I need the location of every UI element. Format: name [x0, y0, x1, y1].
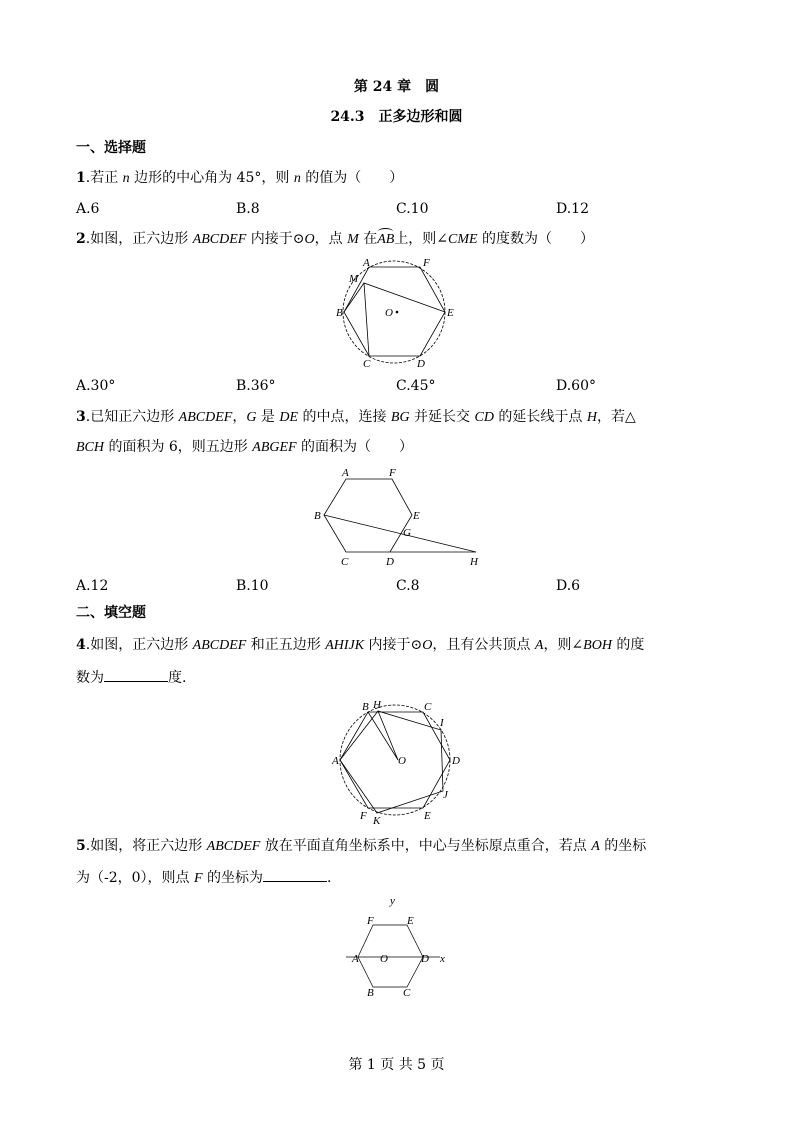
q3-option-b[interactable]: B.10 — [236, 578, 269, 594]
text: 并延长交 — [409, 409, 475, 425]
label-g: G — [403, 527, 411, 539]
var: A — [591, 839, 600, 854]
var: ABCDEF — [192, 638, 247, 653]
text: 数为 — [76, 670, 104, 686]
label-o: O — [398, 755, 406, 767]
label-d: D — [421, 953, 429, 965]
label-e: E — [424, 810, 431, 822]
label-a: A — [352, 953, 359, 965]
q2-option-b[interactable]: B.36° — [236, 378, 276, 394]
text: .如图，正六边形 — [85, 637, 193, 653]
label-o: O — [380, 953, 388, 965]
label-c: C — [341, 556, 349, 568]
q1-option-c[interactable]: C.10 — [396, 201, 429, 217]
text: ，且有公共顶点 — [432, 637, 535, 653]
part2-heading: 二、填空题 — [76, 605, 146, 621]
text: ，点 — [314, 231, 348, 247]
label-b: B — [336, 307, 343, 319]
text: 的面积为 6，则五边形 — [104, 439, 253, 455]
q-num: 1 — [76, 170, 86, 186]
q3-option-a[interactable]: A.12 — [76, 578, 109, 594]
text: 的延长线于点 — [493, 409, 587, 425]
text: ，则∠ — [543, 637, 584, 653]
label-a: A — [342, 467, 349, 479]
label-d: D — [417, 358, 425, 370]
text: .已知正六边形 — [85, 409, 179, 425]
var: n — [293, 171, 301, 186]
var: BG — [390, 410, 410, 425]
label-b: B — [362, 701, 369, 713]
label-m: M — [349, 273, 359, 285]
label-c: C — [403, 987, 411, 999]
var: ABCDEF — [192, 232, 247, 247]
label-f: F — [423, 257, 430, 269]
var: F — [194, 871, 203, 886]
var: M — [347, 232, 359, 247]
q-num: 2 — [76, 231, 86, 247]
label-f: F — [389, 467, 396, 479]
var: ABGEF — [252, 440, 297, 455]
text: 内接于⊙ — [364, 637, 423, 653]
label-h: H — [470, 556, 478, 568]
label-x: x — [440, 953, 445, 965]
section-title: 24.3 正多边形和圆 — [330, 109, 463, 125]
label-f: F — [360, 810, 367, 822]
label-k: K — [373, 815, 381, 827]
text: 的中点，连接 — [298, 409, 391, 425]
q1-option-d[interactable]: D.12 — [556, 201, 589, 217]
var: BOH — [583, 638, 612, 653]
text: 的值为（ ） — [300, 170, 404, 186]
text: 的坐标 — [599, 838, 647, 854]
q-num: 5 — [76, 838, 86, 854]
q-num: 4 — [76, 637, 86, 653]
var: H — [586, 410, 597, 425]
text: ，若△ — [596, 409, 636, 425]
label-b: B — [367, 987, 374, 999]
label-d: D — [452, 755, 460, 767]
text: 的度 — [611, 637, 645, 653]
page-footer: 第 1 页 共 5 页 — [348, 1057, 445, 1073]
var: ABCDEF — [178, 410, 233, 425]
text: 的坐标为 — [202, 870, 264, 886]
var: O — [422, 638, 433, 653]
label-a: A — [332, 755, 339, 767]
text: 的面积为（ ） — [296, 439, 414, 455]
q-num: 3 — [76, 409, 86, 425]
label-y: y — [390, 895, 395, 907]
part1-heading: 一、选择题 — [76, 140, 146, 156]
var: CD — [474, 410, 494, 425]
text: 是 — [256, 409, 280, 425]
var: A — [534, 638, 544, 653]
chapter-title: 第 24 章 圆 — [353, 79, 440, 95]
text: ， — [232, 409, 247, 425]
var: O — [304, 232, 315, 247]
text: 和正五边形 — [246, 637, 326, 653]
label-e: E — [407, 915, 414, 927]
label-e: E — [447, 307, 454, 319]
q3-option-c[interactable]: C.8 — [396, 578, 420, 594]
q2-option-a[interactable]: A.30° — [76, 378, 116, 394]
var: AHIJK — [325, 638, 365, 653]
var: BCH — [76, 440, 104, 455]
label-h: H — [373, 699, 381, 711]
var: DE — [279, 410, 299, 425]
text: 度. — [168, 670, 187, 686]
text: 边形的中心角为 45°，则 — [129, 170, 294, 186]
label-a: A — [363, 257, 370, 269]
label-b: B — [314, 510, 321, 522]
text: 在 — [358, 231, 378, 247]
var: n — [122, 171, 130, 186]
arc-ab: AB — [377, 232, 395, 247]
label-c: C — [363, 358, 371, 370]
label-e: E — [413, 510, 420, 522]
label-i: I — [440, 717, 444, 729]
text: . — [327, 870, 332, 886]
var: G — [246, 410, 257, 425]
q1-option-b[interactable]: B.8 — [236, 201, 260, 217]
text: 的度数为（ ） — [477, 231, 595, 247]
q2-option-c[interactable]: C.45° — [396, 378, 436, 394]
q3-option-d[interactable]: D.6 — [556, 578, 581, 594]
text: .如图，将正六边形 — [85, 838, 207, 854]
label-f: F — [367, 915, 374, 927]
var: CME — [448, 232, 478, 247]
label-c: C — [424, 701, 432, 713]
text: 内接于⊙ — [246, 231, 305, 247]
label-o: O — [385, 307, 393, 319]
label-d: D — [386, 556, 394, 568]
var: ABCDEF — [206, 839, 261, 854]
q2-option-d[interactable]: D.60° — [556, 378, 596, 394]
text: .若正 — [85, 170, 123, 186]
text: 放在平面直角坐标系中，中心与坐标原点重合，若点 — [260, 838, 592, 854]
label-j: J — [443, 789, 448, 801]
text: 上，则∠ — [394, 231, 449, 247]
text: 为（-2，0），则点 — [76, 870, 194, 886]
q1-option-a[interactable]: A.6 — [76, 201, 100, 217]
text: .如图，正六边形 — [85, 231, 193, 247]
